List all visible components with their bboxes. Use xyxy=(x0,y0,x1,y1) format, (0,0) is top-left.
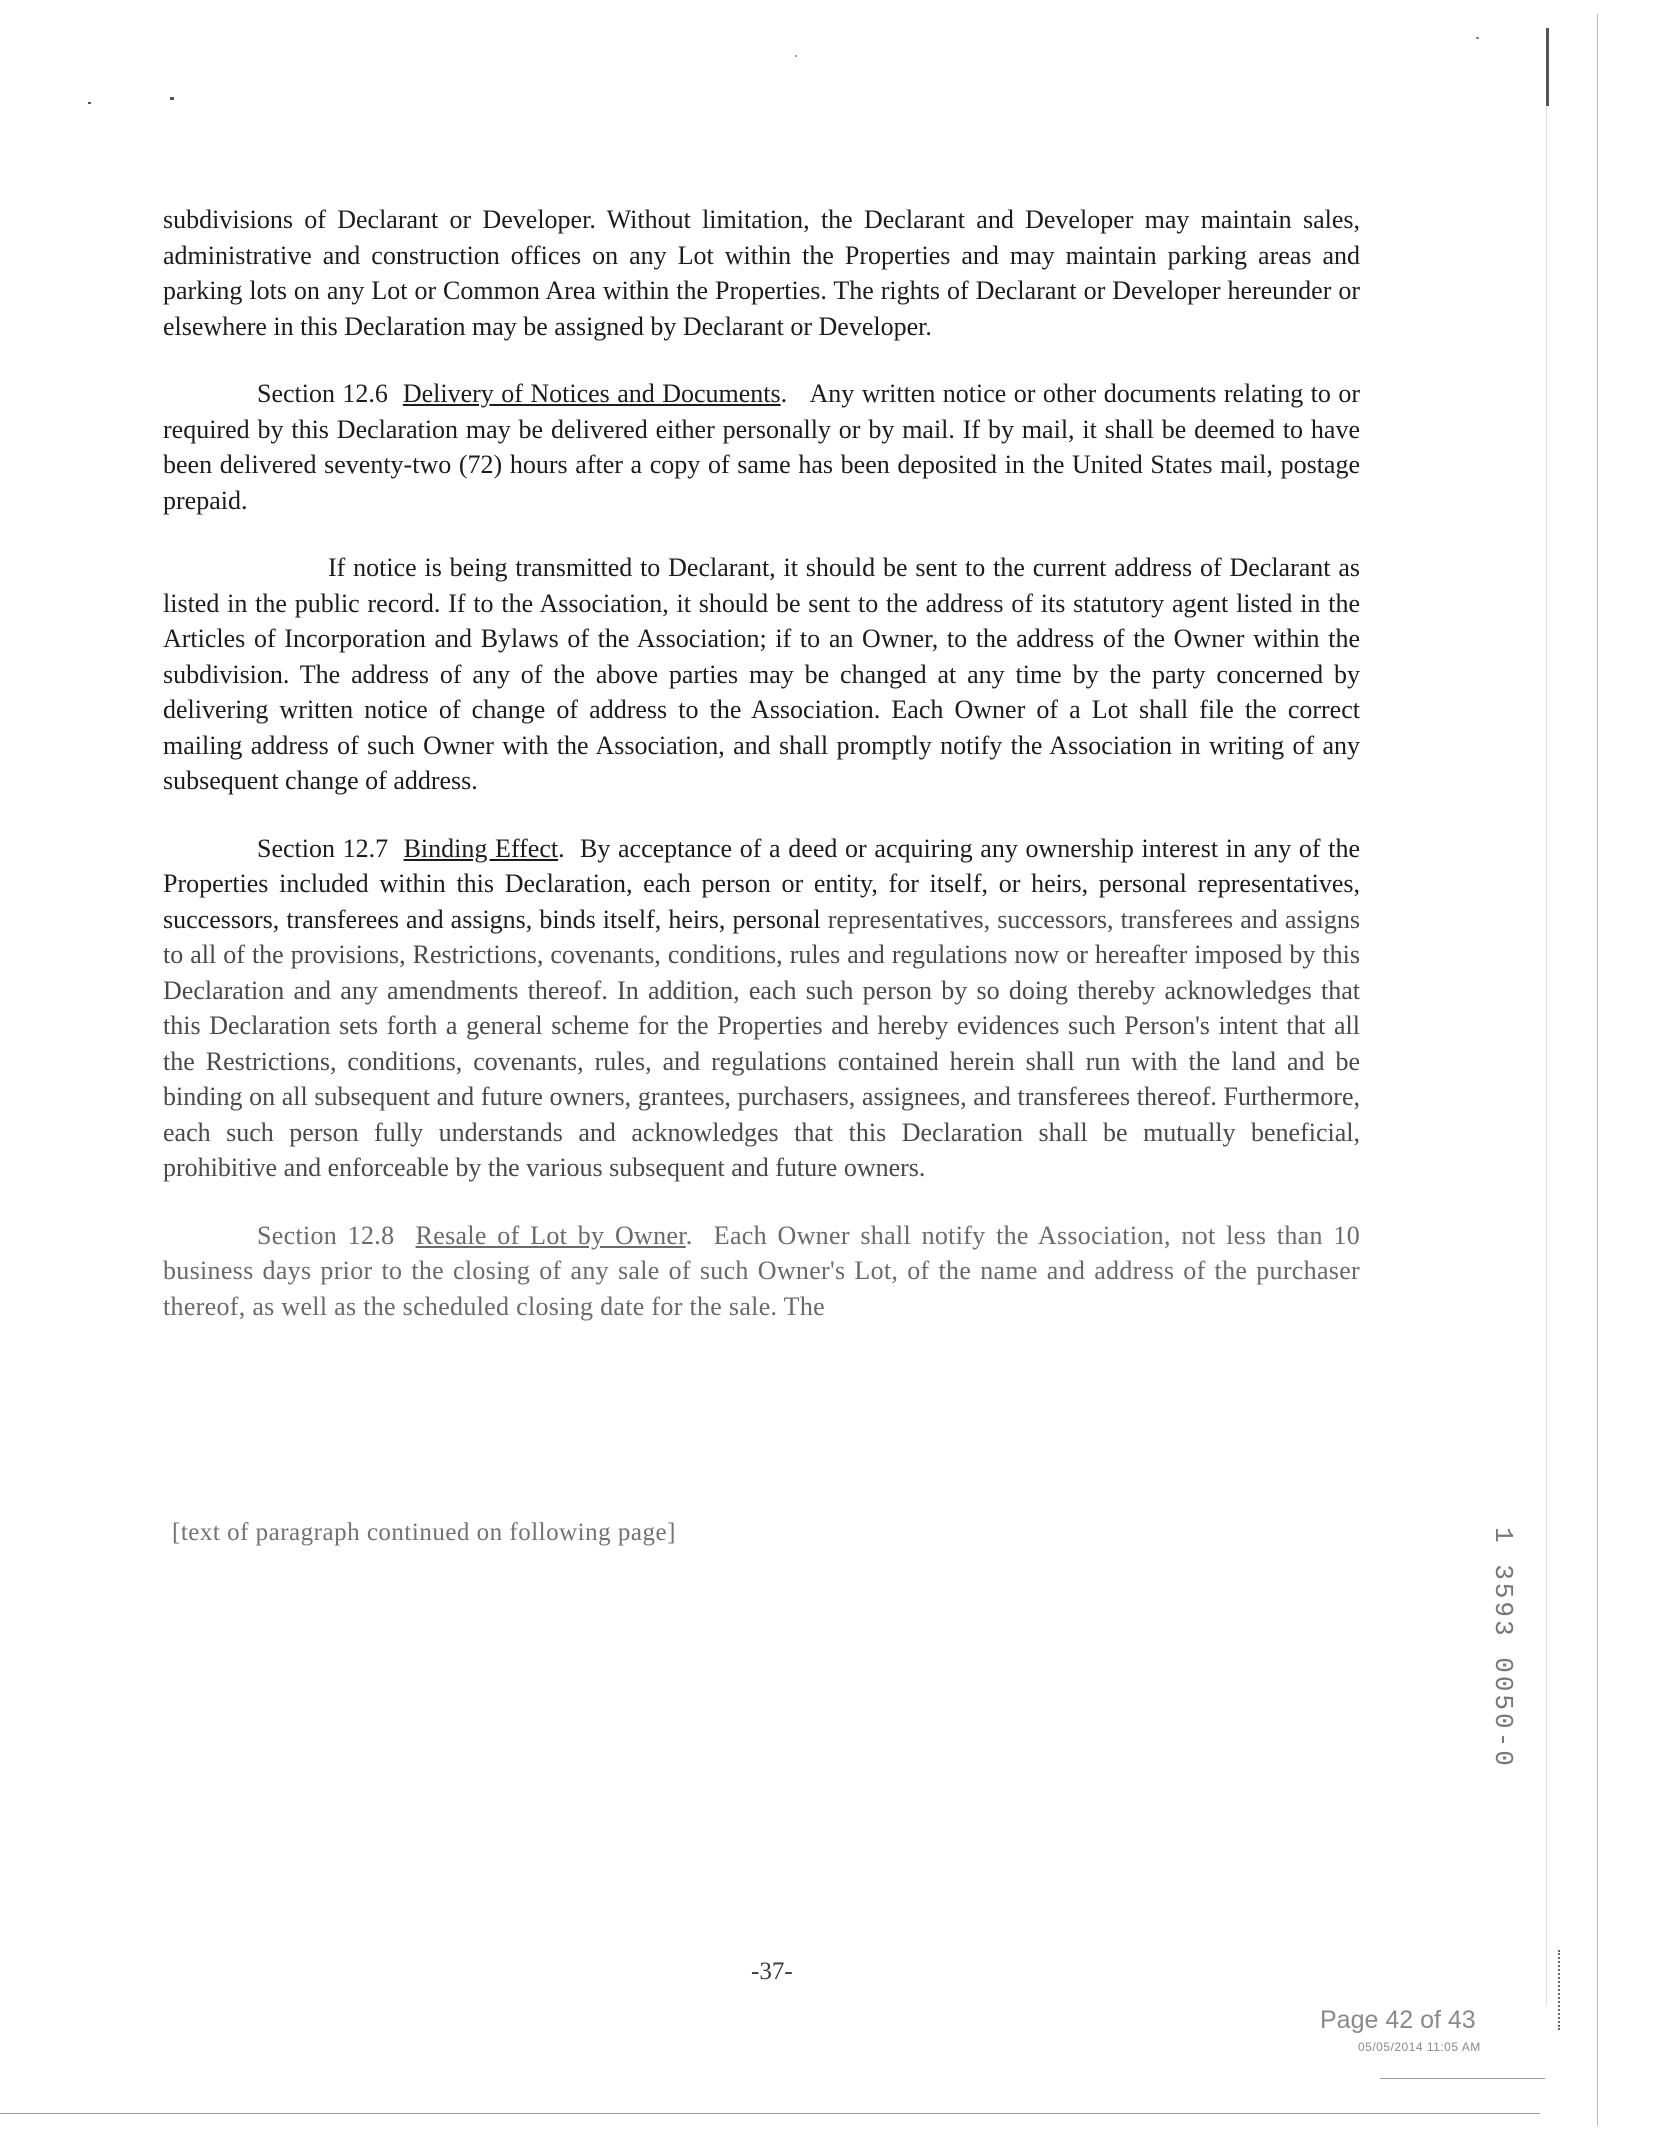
section-12-7-text-a: By acceptance of a deed or acquiring any ownership interest in any of the Properties included within this Declaration, each person or entity, for itself, or heirs, personal representatives, successors, transferees and assigns, binds itself, heirs, personal xyxy=(163,833,1361,934)
scan-edge-bottom-short xyxy=(1380,2078,1545,2079)
scan-edge-dots xyxy=(1558,1950,1560,2030)
section-12-6-label: Section 12.6 xyxy=(257,379,388,408)
footer-page-count: Page 42 of 43 xyxy=(1320,2006,1476,2034)
scan-edge-faint xyxy=(1546,106,1547,2006)
scan-edge-bottom xyxy=(0,2113,1540,2114)
recording-number: 1 3593 0050-0 xyxy=(1488,1527,1518,1769)
scan-speck xyxy=(795,55,797,57)
section-12-6-title: Delivery of Notices and Documents xyxy=(402,379,781,408)
section-12-7: Section 12.7 Binding Effect. By acceptance of a deed or acquiring any ownership interest in any of the Properties included within this Declaration, each person or entity, for itself, or heirs, personal representatives, successors, transferees and assigns, binds itself, heirs, personal representatives, successors, transferees and assigns to all of the provisions, Restrictions, covenants, conditions, rules and regulations now or hereafter imposed by this Declaration and any amendments thereof. In addition, each such person by so doing thereby acknowledges that this Declaration sets forth a general scheme for the Properties and hereby evidences such Person's intent that all the Restrictions, conditions, covenants, rules, and regulations contained herein shall run with the land and be binding on all subsequent and future owners, grantees, purchasers, assignees, and transferees thereof. Furthermore, each such person fully understands and acknowledges that this Declaration shall be mutually beneficial, prohibitive and enforceable by the various subsequent and future owners. xyxy=(163,833,1361,1182)
section-12-7-label: Section 12.7 xyxy=(257,833,389,863)
paragraph-notice-address: If notice is being transmitted to Declarant, it should be sent to the current address of Declarant as listed in the public record. If to the Association, it should be sent to the address of its statutory agent listed in the Articles of Incorporation and Bylaws of the Association; if to an Owner, to the address of the Owner within the subdivision. The address of any of the above parties may be changed at any time by the party concerned by delivering written notice of change of address to the Association. Each Owner of a Lot shall file the correct mailing address of such Owner with the Association, and shall promptly notify the Association in writing of any subsequent change of address. xyxy=(163,553,1360,795)
section-12-7-text-b: representatives, successors, transferees and assigns to all of the provisions, Restrictions, covenants, conditions, rules and regulations now or hereafter imposed by this Declaration and any amendments thereof. In addition, each such person by so doing thereby acknowledges that this Declaration sets forth a general scheme for the Properties and hereby evidences such Person's intent that all the Restrictions, conditions, covenants, rules, and regulations contained herein shall run with the land and be binding on all subsequent and future owners, grantees, purchasers, assignees, and transferees thereof. Furthermore, each such person fully understands and acknowledges that this Declaration shall be mutually beneficial, prohibitive and enforceable by the various subsequent and future owners. xyxy=(163,904,1361,1182)
section-12-8: Section 12.8 Resale of Lot by Owner. Each Owner shall notify the Association, not less than 10 business days prior to the closing of any sale of such Owner's Lot, of the name and address of the purchaser thereof, as well as the scheduled closing date for the sale. The xyxy=(163,1220,1361,1321)
document-body xyxy=(163,202,1360,1356)
scan-edge-right xyxy=(1597,14,1598,2126)
section-12-8-text: Each Owner shall notify the Association, not less than 10 business days prior to the closing of any sale of such Owner's Lot, of the name and address of the purchaser thereof, as well as the scheduled closing date for the sale. The xyxy=(163,1220,1361,1321)
footer-timestamp: 05/05/2014 11:05 AM xyxy=(1358,2040,1481,2054)
page-number: -37- xyxy=(751,1958,793,1985)
section-12-6: Section 12.6 Delivery of Notices and Documents. Any written notice or other documents relating to or required by this Declaration may be delivered either personally or by mail. If by mail, it shall be deemed to have been delivered seventy-two (72) hours after a copy of same has been deposited in the United States mail, postage prepaid. xyxy=(163,379,1360,515)
continued-note: [text of paragraph continued on following page] xyxy=(172,1519,676,1546)
section-12-6-text: Any written notice or other documents relating to or required by this Declaration may be delivered either personally or by mail. If by mail, it shall be deemed to have been delivered seventy-two (72) hours after a copy of same has been deposited in the United States mail, postage prepaid. xyxy=(163,379,1360,515)
scan-speck xyxy=(1476,37,1479,39)
scan-speck xyxy=(170,97,174,100)
section-12-8-title: Resale of Lot by Owner xyxy=(415,1220,686,1250)
section-12-7-title: Binding Effect xyxy=(403,833,559,863)
paragraph-subdivisions: subdivisions of Declarant or Developer. Without limitation, the Declarant and Developer may maintain sales, administrative and construction offices on any Lot within the Properties and may maintain parking areas and parking lots on any Lot or Common Area within the Properties. The rights of Declarant or Developer hereunder or elsewhere in this Declaration may be assigned by Declarant or Developer. xyxy=(163,205,1360,341)
scan-speck xyxy=(88,102,91,104)
scan-edge-mark xyxy=(1546,28,1549,106)
section-12-8-label: Section 12.8 xyxy=(257,1220,395,1250)
